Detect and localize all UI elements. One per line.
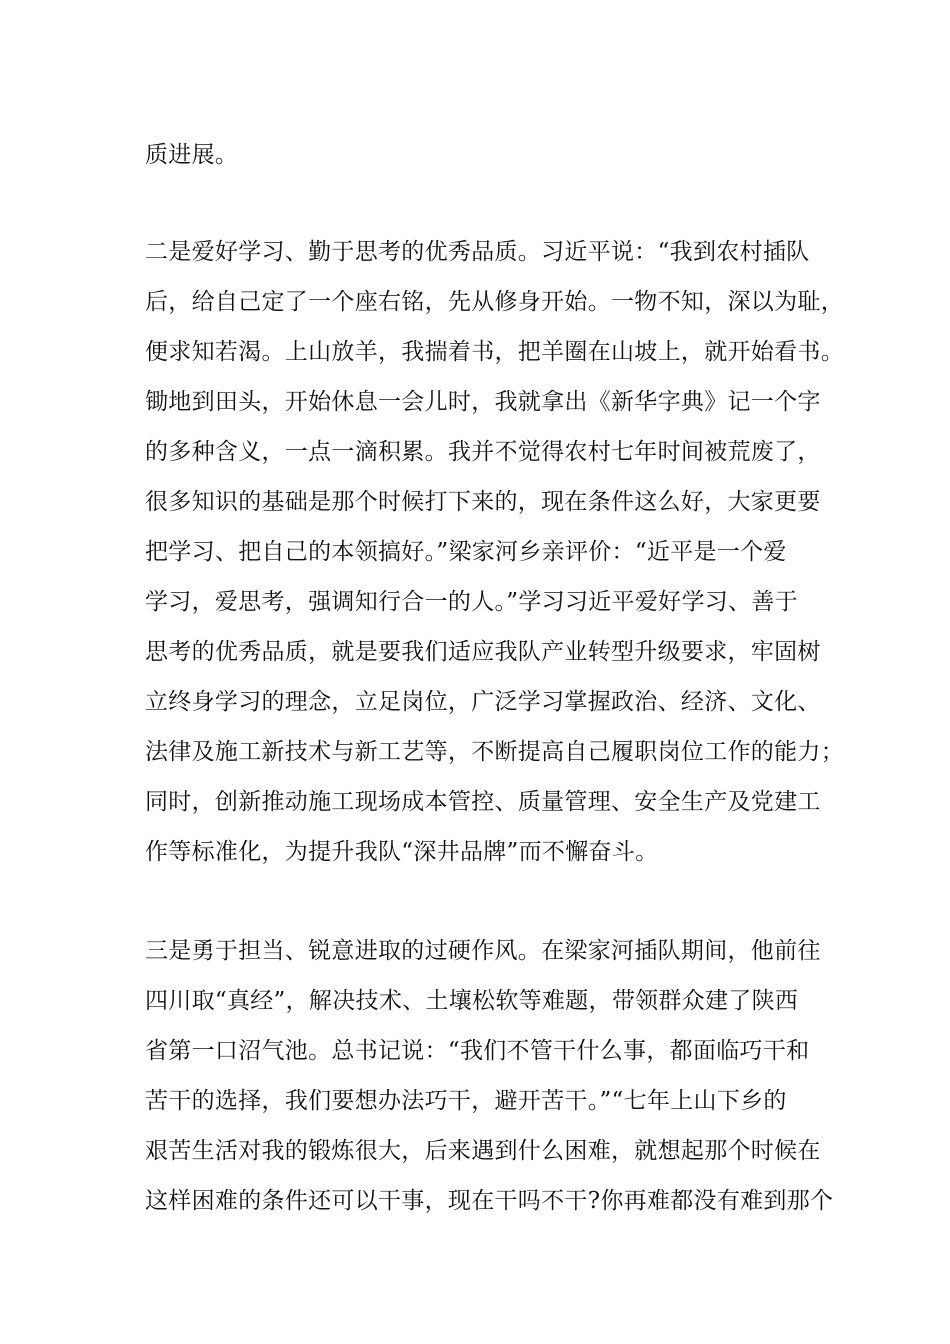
paragraph-2-line-9: 思考的优秀品质，就是要我们适应我队产业转型升级要求，牢固树 [145,639,821,665]
paragraph-1-line-1: 质进展。 [145,142,239,168]
paragraph-2-line-8: 学习，爱思考，强调知行合一的人。”学习习近平爱好学习、善于 [145,589,798,615]
paragraph-3-line-5: 艰苦生活对我的锻炼很大，后来遇到什么困难，就想起那个时候在 [145,1138,821,1164]
paragraph-2-line-13: 作等标准化，为提升我队“深井品牌”而不懈奋斗。 [145,839,659,865]
paragraph-3-line-1: 三是勇于担当、锐意进取的过硬作风。在梁家河插队期间，他前往 [145,938,821,964]
paragraph-2-line-3: 便求知若渴。上山放羊，我揣着书，把羊圈在山坡上，就开始看书。 [145,339,844,365]
paragraph-2-line-2: 后，给自己定了一个座右铭，先从修身开始。一物不知，深以为耻， [145,289,844,315]
paragraph-3-line-4: 苦干的选择，我们要想办法巧干，避开苦干。”“七年上山下乡的 [145,1088,787,1114]
paragraph-2-line-5: 的多种含义，一点一滴积累。我并不觉得农村七年时间被荒废了， [145,439,821,465]
paragraph-3-line-2: 四川取“真经”，解决技术、土壤松软等难题，带领群众建了陕西 [145,988,799,1014]
paragraph-2-line-12: 同时，创新推动施工现场成本管控、质量管理、安全生产及党建工 [145,789,821,815]
paragraph-2-line-1: 二是爱好学习、勤于思考的优秀品质。习近平说：“我到农村插队 [145,239,810,265]
paragraph-2-line-6: 很多知识的基础是那个时候打下来的，现在条件这么好，大家更要 [145,489,821,515]
paragraph-2-line-11: 法律及施工新技术与新工艺等，不断提高自己履职岗位工作的能力； [145,739,844,765]
paragraph-3-line-6: 这样困难的条件还可以干事，现在干吗不干?你再难都没有难到那个 [145,1188,834,1214]
paragraph-2-line-7: 把学习、把自己的本领搞好。”梁家河乡亲评价：“近平是一个爱 [145,539,787,565]
paragraph-3-line-3: 省第一口沼气池。总书记说：“我们不管干什么事，都面临巧干和 [145,1038,810,1064]
paragraph-2-line-10: 立终身学习的理念，立足岗位，广泛学习掌握政治、经济、文化、 [145,689,821,715]
paragraph-2-line-4: 锄地到田头，开始休息一会儿时，我就拿出《新华字典》记一个字 [145,389,821,415]
